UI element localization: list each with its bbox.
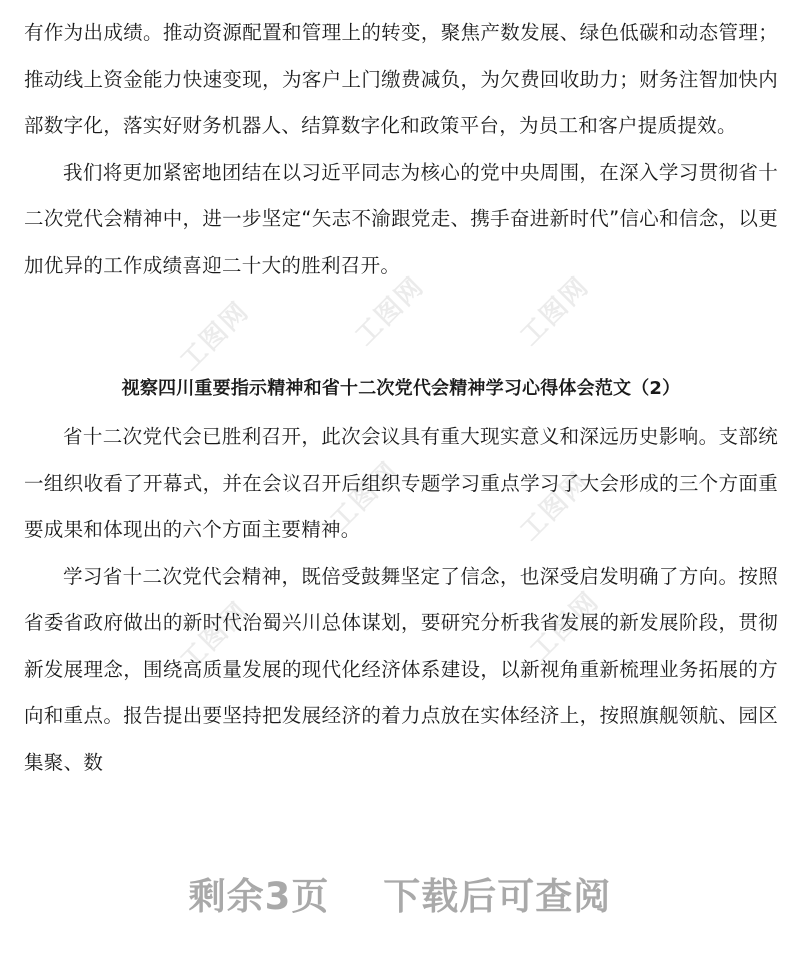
body-paragraph: 有作为出成绩。推动资源配置和管理上的转变，聚焦产数发展、绿色低碳和动态管理；推动线上资金能力快速变现，为客户上门缴费减负，为欠费回收助力；财务注智加快内部数字化，落实好财务机器人、结算数字化和政策平台，为员工和客户提质提效。 xyxy=(24,21,778,137)
body-paragraph: 省十二次党代会已胜利召开，此次会议具有重大现实意义和深远历史影响。支部统一组织收看了开幕式，并在会议召开后组织专题学习重点学习了大会形成的三个方面重要成果和体现出的六个方面主要精神。 xyxy=(24,425,778,541)
document-body xyxy=(24,0,778,786)
watermark: 工图网 xyxy=(349,271,431,352)
body-paragraph: 学习省十二次党代会精神，既倍受鼓舞坚定了信念，也深受启发明确了方向。按照省委省政府做出的新时代治蜀兴川总体谋划，要研究分析我省发展的新发展阶段，贯彻新发展理念，围绕高质量发展的现代化经济体系建设，以新视角重新梳理业务拓展的方向和重点。报告提出要坚持把发展经济的着力点放在实体经济上，按照旗舰领航、园区集聚、数 xyxy=(24,564,778,774)
watermark: 工图网 xyxy=(514,466,596,547)
section-title: 视察四川重要指示精神和省十二次党代会精神学习心得体会范文（2） xyxy=(121,378,681,399)
watermark: 工图网 xyxy=(174,296,256,377)
body-paragraph: 我们将更加紧密地团结在以习近平同志为核心的党中央周围，在深入学习贯彻省十二次党代会精神中，进一步坚定“矢志不渝跟党走、携手奋进新时代”信心和信念，以更加优异的工作成绩喜迎二十大的胜利召开。 xyxy=(24,160,778,277)
watermark: 工图网 xyxy=(514,271,596,352)
download-remaining-pages-banner[interactable]: 剩余3页 下载后可查阅 xyxy=(188,875,612,918)
watermark: 工图网 xyxy=(524,586,606,667)
watermark: 工图网 xyxy=(174,596,256,677)
watermark: 工图网 xyxy=(324,456,406,537)
